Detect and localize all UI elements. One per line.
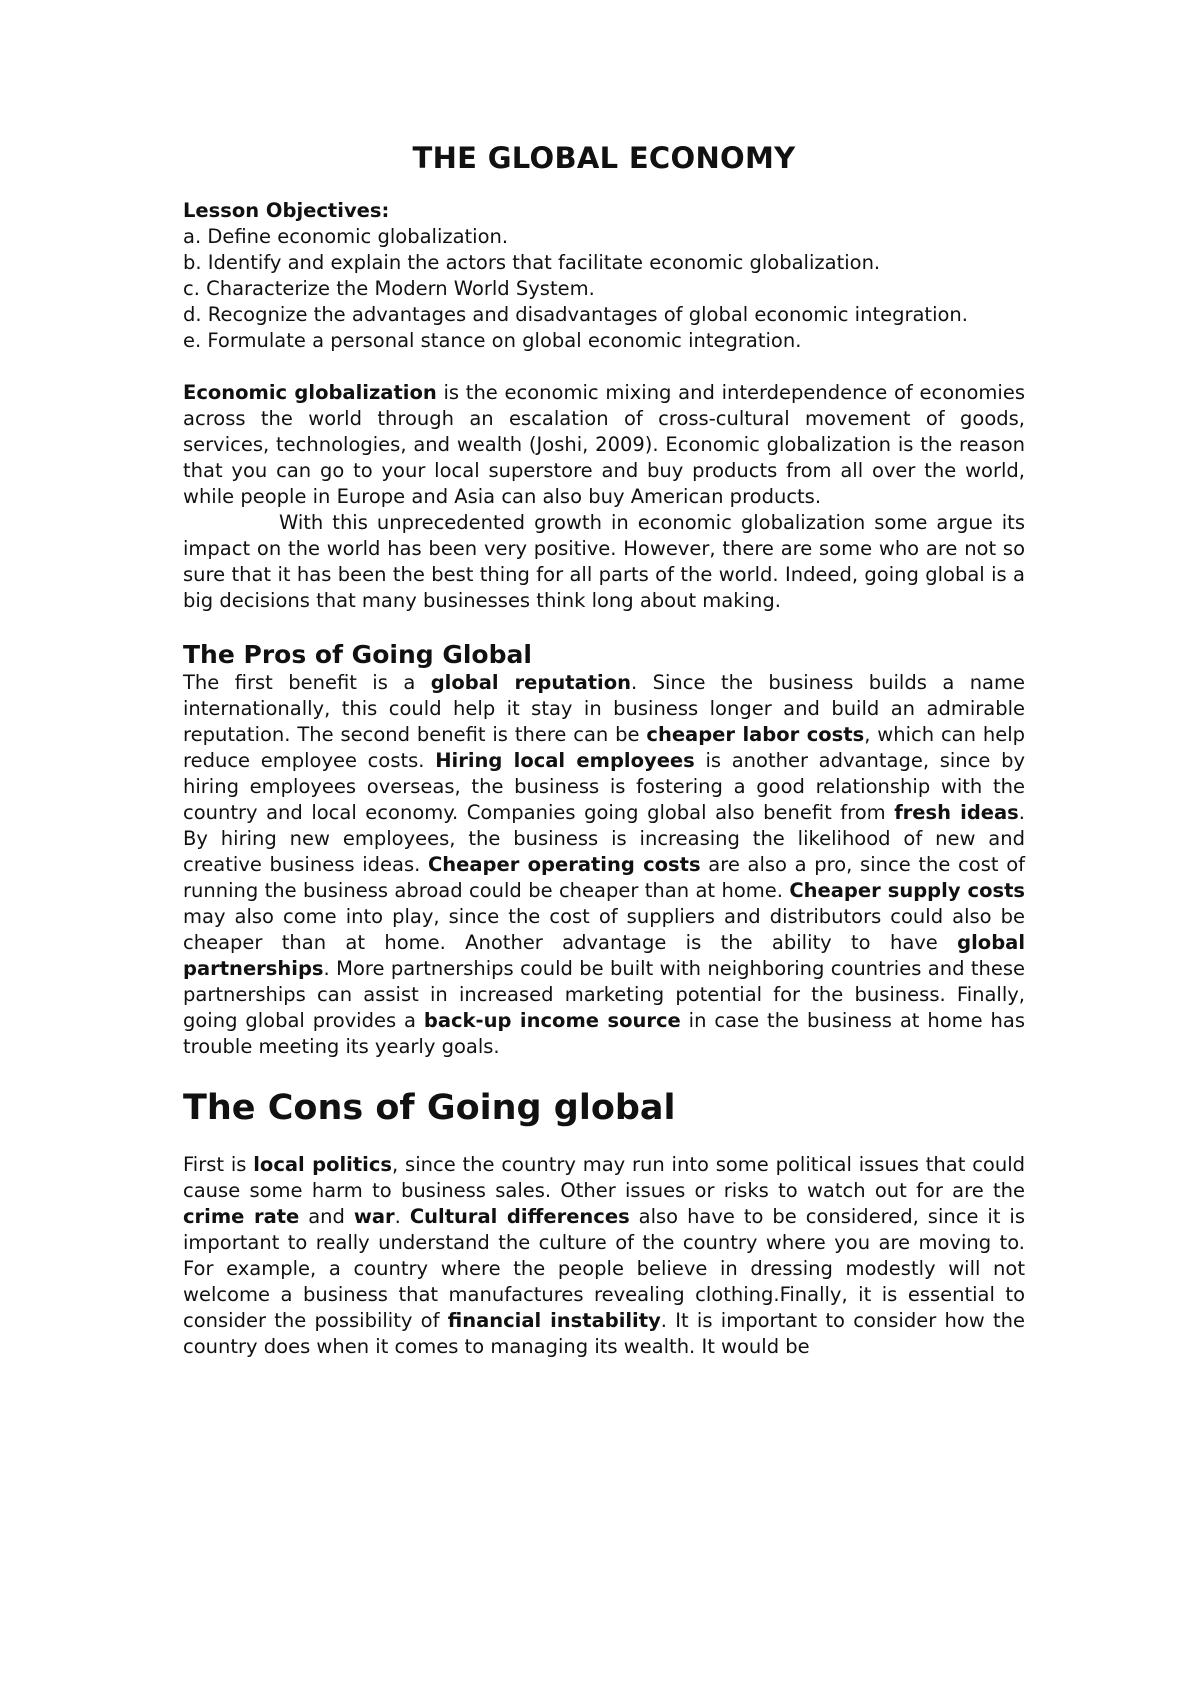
intro-paragraph-1: [183, 380, 1025, 510]
bold-term: fresh ideas: [894, 801, 1019, 824]
objective-item: d. Recognize the advantages and disadvantages of global economic integration.: [183, 303, 968, 326]
intro-text: is the economic mixing and interdependence of economies across the world through an escalation of cross-cultural movement of goods, services, technologies, and wealth (Joshi, 2009). Economic globalization is the reason that you can go to your local superstore and buy products from all over the world, while people in Europe and Asia can also buy American products.: [183, 381, 1025, 508]
intro-paragraph-2: With this unprecedented growth in economic globalization some argue its impact on the world has been very positive. However, there are some who are not so sure that it has been the best thing for all parts of the world. Indeed, going global is a big decisions that many businesses think long about making.: [183, 511, 1025, 612]
pros-text: . By hiring new employees, the business is increasing the likelihood of new and creative business ideas.: [183, 801, 1025, 876]
objective-item: e. Formulate a personal stance on global economic integration.: [183, 329, 802, 352]
bold-term: financial instability: [447, 1309, 661, 1332]
lesson-objectives: [183, 198, 1025, 354]
pros-heading: The Pros of Going Global: [183, 640, 532, 669]
pros-text: is another advantage, since by hiring employees overseas, the business is fostering a good relationship with the country and local economy. Companies going global also benefit from: [183, 749, 1025, 824]
bold-term: Cultural differences: [409, 1205, 630, 1228]
objectives-heading: Lesson Objectives:: [183, 199, 390, 222]
bold-term: crime rate: [183, 1205, 300, 1228]
pros-text: are also a pro, since the cost of running the business abroad could be cheaper than at home.: [183, 853, 1025, 902]
objective-item: a. Define economic globalization.: [183, 225, 509, 248]
document-title: THE GLOBAL ECONOMY: [412, 141, 796, 175]
cons-text: and: [299, 1205, 354, 1228]
cons-heading: The Cons of Going global: [183, 1088, 676, 1128]
bold-term: war: [353, 1205, 395, 1228]
bold-term: Cheaper operating costs: [427, 853, 701, 876]
cons-text: also have to be considered, since it is important to really understand the culture of the country where you are moving to. For example, a country where the people believe in dressing modestly will not welcome a business that manufactures revealing clothing.Finally, it is essential to consider the possibility of: [183, 1205, 1026, 1332]
pros-text: The first benefit is a: [183, 671, 431, 694]
cons-text: , since the country may run into some political issues that could cause some harm to business sales. Other issues or risks to watch out for are the: [183, 1153, 1026, 1202]
cons-paragraph: [183, 1152, 1025, 1360]
bold-term: global partnerships: [183, 931, 1025, 980]
pros-text: . More partnerships could be built with neighboring countries and these partnerships can assist in increased marketing potential for the business. Finally, going global provides a: [183, 957, 1025, 1032]
objective-item: b. Identify and explain the actors that facilitate economic globalization.: [183, 251, 881, 274]
bold-term: local politics: [253, 1153, 393, 1176]
bold-term: back-up income source: [423, 1009, 681, 1032]
pros-text: may also come into play, since the cost of suppliers and distributors could also be cheaper than at home. Another advantage is the ability to have: [183, 905, 1025, 954]
document-page: [183, 138, 1025, 1360]
bold-term: Hiring local employees: [435, 749, 695, 772]
bold-term: global reputation: [430, 671, 632, 694]
cons-text: . It is important to consider how the country does when it comes to managing its wealth. It would be: [183, 1309, 1026, 1358]
objectives-list: [183, 224, 1025, 354]
pros-text: . Since the business builds a name internationally, this could help it stay in business longer and build an admirable reputation. The second benefit is there can be: [183, 671, 1025, 746]
spacer: [183, 354, 1025, 380]
pros-text: , which can help reduce employee costs.: [183, 723, 1025, 772]
pros-paragraph: [183, 670, 1025, 1060]
cons-text: First is: [183, 1153, 254, 1176]
bold-term: cheaper labor costs: [646, 723, 865, 746]
term-economic-globalization: Economic globalization: [183, 381, 437, 404]
pros-text: in case the business at home has trouble meeting its yearly goals.: [183, 1009, 1025, 1058]
objective-item: c. Characterize the Modern World System.: [183, 277, 595, 300]
cons-text: .: [394, 1205, 410, 1228]
bold-term: Cheaper supply costs: [789, 879, 1025, 902]
